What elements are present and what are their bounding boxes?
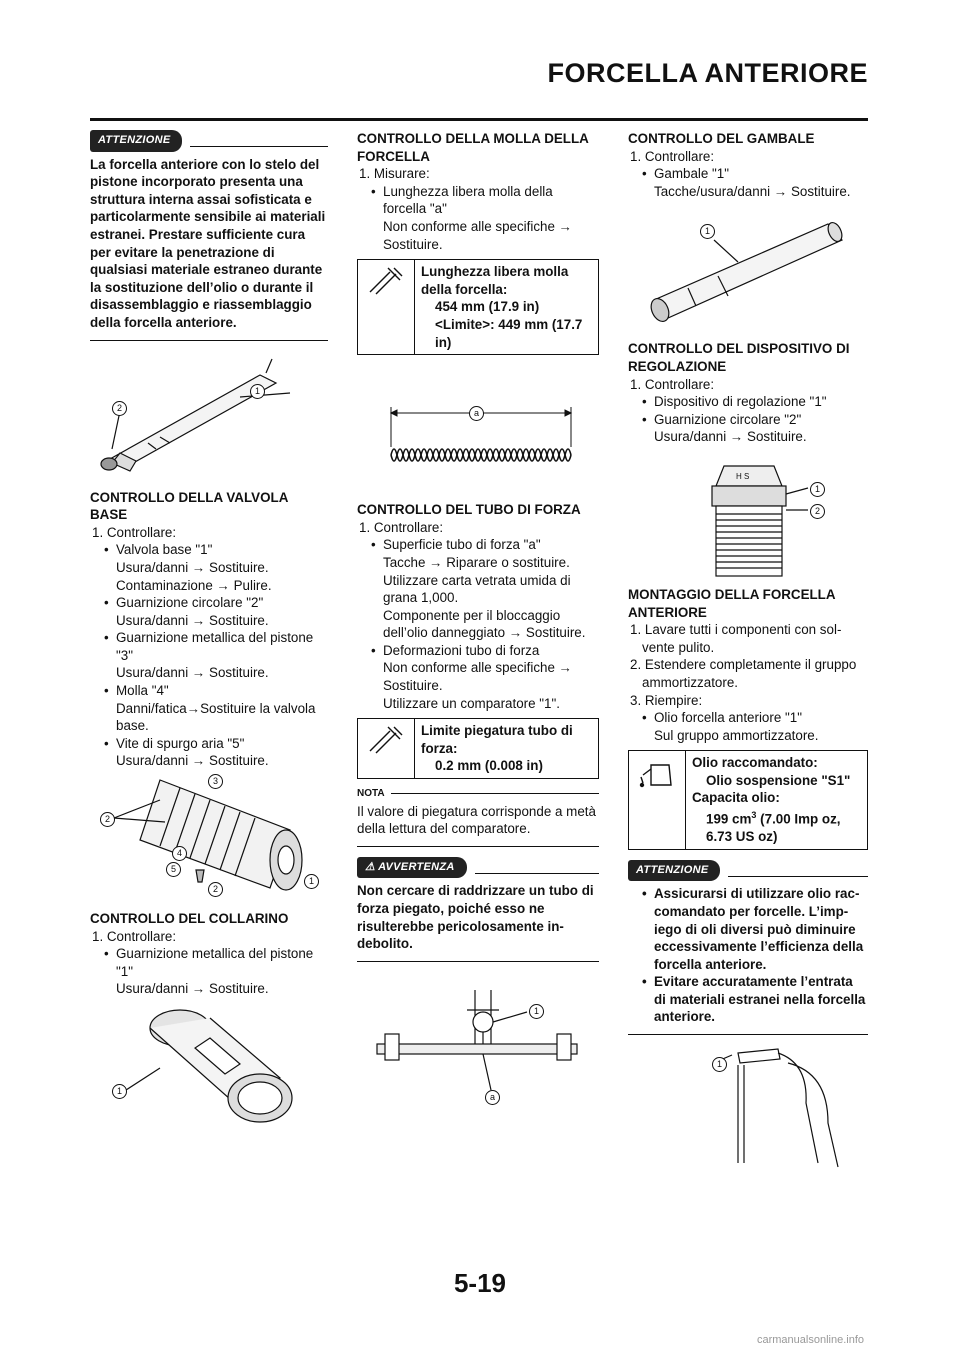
callout-3: 3 xyxy=(208,774,223,789)
list-item: • Guarnizione metallica del pistone "1" xyxy=(90,945,328,980)
list-subitem: Danni/fatica→Sostituire la valvola base. xyxy=(116,700,316,734)
callout-5: 5 xyxy=(166,862,181,877)
figure-dial-gauge xyxy=(357,970,599,1120)
spec-line: Olio sospensione "S1" xyxy=(706,772,851,788)
spec-line: Capacita olio: xyxy=(692,790,780,806)
list-item: • Superficie tubo di forza "a" xyxy=(357,536,599,554)
figure-spring xyxy=(357,361,599,501)
caution-box xyxy=(90,130,328,341)
list-subitem: Usura/danni → Sostituire. xyxy=(116,753,269,769)
tube-step: 1. Controllare: xyxy=(359,519,444,535)
collar-step: 1. Controllare: xyxy=(92,928,177,944)
spec-box-spring xyxy=(357,259,599,355)
list-subitem: Utilizzare carta vetrata umida di grana 1,000. xyxy=(383,572,571,606)
list-subitem: Tacche/usura/danni → Sostituire. xyxy=(654,183,851,199)
list-item: • Guarnizione metallica del pistone "3" xyxy=(90,629,328,664)
base-valve-step: 1. Controllare: xyxy=(92,524,177,540)
list-subitem: Usura/danni → Sostituire. xyxy=(116,612,269,628)
warning-box xyxy=(357,857,599,962)
list-item: • Guarnizione circolare "2" xyxy=(90,594,328,612)
note-text: Il valore di piegatura corrisponde a metà della lettura del comparatore. xyxy=(357,803,596,837)
caution-text: La forcella anteriore con lo stelo del pistone incorporato presenta una struttura interna assai sofisticata e particolarmente sensibile ai materiali estranei. Prestare sufficiente cura per evitare la penetrazione di qualsiasi materiale estraneo durante la sostituzione dell’olio o durante il disassemblaggio e riassemblaggio della forcella anteriore. xyxy=(90,156,326,330)
figure-base-valve xyxy=(90,770,328,910)
list-item: • Molla "4" xyxy=(90,682,328,700)
caution-item: • Assicurarsi di utilizzare olio raccomandato per forcelle. L’impiego di oli diversi può diminuire eccessivamente l’efficienza della forcella anteriore. xyxy=(628,885,868,973)
warning-text: Non cercare di raddrizzare un tubo di forza piegato, poiché esso ne risulterebbe pericolosamente indebolito. xyxy=(357,883,594,952)
figure-outer-tube xyxy=(628,200,868,340)
callout-1: 1 xyxy=(810,482,825,497)
warning-badge xyxy=(357,857,467,879)
spec-value: 454 mm (17.9 in) xyxy=(435,299,540,315)
list-item: • Deformazioni tubo di forza xyxy=(357,642,599,660)
figure-collar xyxy=(90,998,328,1148)
spec-capacity-sup: 3 xyxy=(751,810,757,821)
caution-item: • Evitare accuratamente l’entrata di materiali estranei nella forcella anteriore. xyxy=(628,973,868,1026)
spring-heading: CONTROLLO DELLA MOLLA DELLA FORCELLA xyxy=(357,131,589,164)
hs-marking: H S xyxy=(736,471,750,481)
note-header xyxy=(357,785,599,803)
list-subitem: Usura/danni → Sostituire. xyxy=(116,665,269,681)
caliper-icon xyxy=(366,264,406,298)
spec-capacity-rest: (7.00 Imp oz, 6.73 US oz) xyxy=(706,811,841,845)
tube-heading: CONTROLLO DEL TUBO DI FORZA xyxy=(357,502,581,518)
spec-value: 0.2 mm (0.008 in) xyxy=(435,758,543,774)
list-subitem: Sul gruppo ammortizzatore. xyxy=(654,727,819,743)
callout-a: a xyxy=(485,1090,500,1105)
oil-fill-illustration xyxy=(628,1043,868,1173)
leg-heading: CONTROLLO DEL GAMBALE xyxy=(628,131,815,146)
callout-2: 2 xyxy=(100,812,115,827)
note-label: NOTA xyxy=(357,788,385,800)
list-subitem: Usura/danni → Sostituire. xyxy=(116,981,269,997)
list-subitem: Utilizzare un comparatore "1". xyxy=(383,695,560,711)
callout-1: 1 xyxy=(700,224,715,239)
list-item: • Guarnizione circolare "2" xyxy=(628,411,868,429)
caliper-icon xyxy=(366,723,406,757)
list-subitem: Contaminazione → Pulire. xyxy=(116,577,272,593)
warning-icon: ⚠ xyxy=(365,860,379,873)
note-box xyxy=(357,803,599,847)
leg-step: 1. Controllare: xyxy=(630,148,715,164)
base-valve-heading: CONTROLLO DELLA VALVOLA BASE xyxy=(90,489,288,523)
caution-badge: ATTENZIONE xyxy=(90,130,182,152)
base-valve-items xyxy=(90,541,328,770)
list-subitem: Tacche → Riparare o sostituire. xyxy=(383,554,570,570)
callout-1: 1 xyxy=(250,384,265,399)
list-item: • Olio forcella anteriore "1" xyxy=(628,709,868,727)
figure-fork-rod xyxy=(90,349,328,489)
callout-4: 4 xyxy=(172,846,187,861)
spec-box-tube xyxy=(357,718,599,779)
page-title: FORCELLA ANTERIORE xyxy=(547,58,868,88)
spec-title: Lunghezza libera molla della forcella: xyxy=(421,264,569,297)
mount-step: 1. Lavare tutti i componenti con solvente pulito. xyxy=(630,622,842,655)
outer-tube-illustration xyxy=(628,200,868,340)
mount-step: 2. Estendere completamente il gruppo ammortizzatore. xyxy=(630,657,857,690)
callout-2b: 2 xyxy=(208,882,223,897)
fork-rod-illustration xyxy=(90,349,328,489)
list-item: • Vite di spurgo aria "5" xyxy=(90,735,328,753)
list-subitem: Componente per il bloccaggio dell’olio danneggiato → Sostituire. xyxy=(383,607,586,641)
watermark: carmanualsonline.info xyxy=(756,1334,864,1346)
callout-1: 1 xyxy=(112,1084,127,1099)
callout-1: 1 xyxy=(712,1057,727,1072)
spec-capacity xyxy=(692,807,861,846)
spring-step: 1. Misurare: xyxy=(359,166,430,182)
collar-illustration xyxy=(90,998,328,1148)
list-item: • Dispositivo di regolazione "1" xyxy=(628,393,868,411)
callout-a: a xyxy=(469,406,484,421)
list-subitem: Non conforme alle specifiche → Sostituire. xyxy=(383,218,573,252)
callout-2: 2 xyxy=(810,504,825,519)
figure-adjuster xyxy=(628,446,868,586)
list-subitem: Non conforme alle specifiche → Sostituire. xyxy=(383,660,573,694)
warning-label: AVVERTENZA xyxy=(378,860,455,873)
list-item: • Lunghezza libera molla della forcella "a" xyxy=(357,183,599,218)
mount-heading: MONTAGGIO DELLA FORCELLA ANTERIORE xyxy=(628,586,836,620)
callout-1: 1 xyxy=(304,874,319,889)
mount-step: 3. Riempire: xyxy=(630,692,703,708)
adjuster-illustration xyxy=(628,446,868,586)
collar-heading: CONTROLLO DEL COLLARINO xyxy=(90,911,289,927)
column-1 xyxy=(90,130,328,1148)
figure-oil-fill xyxy=(628,1043,868,1173)
list-subitem: Usura/danni → Sostituire. xyxy=(116,559,269,575)
caution-badge: ATTENZIONE xyxy=(628,860,720,882)
spring-illustration xyxy=(357,361,599,501)
spec-capacity-value: 199 cm xyxy=(706,811,752,827)
column-3 xyxy=(628,130,868,1173)
adjuster-step: 1. Controllare: xyxy=(630,376,715,392)
dial-gauge-illustration xyxy=(357,970,599,1120)
header-rule xyxy=(90,118,868,121)
callout-2: 2 xyxy=(112,401,127,416)
spec-line: Olio raccomandato: xyxy=(692,755,818,771)
adjuster-heading: CONTROLLO DEL DISPOSITIVO DI REGOLAZIONE xyxy=(628,341,850,374)
spec-limit: <Limite>: 449 mm (17.7 in) xyxy=(435,316,583,350)
spec-title: Limite piegatura tubo di forza: xyxy=(421,723,573,756)
list-item: • Gambale "1" xyxy=(628,165,868,183)
list-subitem: Usura/danni → Sostituire. xyxy=(654,429,807,445)
column-2 xyxy=(357,130,599,1120)
callout-1: 1 xyxy=(529,1004,544,1019)
oil-can-icon xyxy=(637,755,677,789)
spec-box-oil xyxy=(628,750,868,849)
caution-box-2 xyxy=(628,860,868,1035)
list-item: • Valvola base "1" xyxy=(90,541,328,559)
page-number: 5-19 xyxy=(453,1268,507,1298)
